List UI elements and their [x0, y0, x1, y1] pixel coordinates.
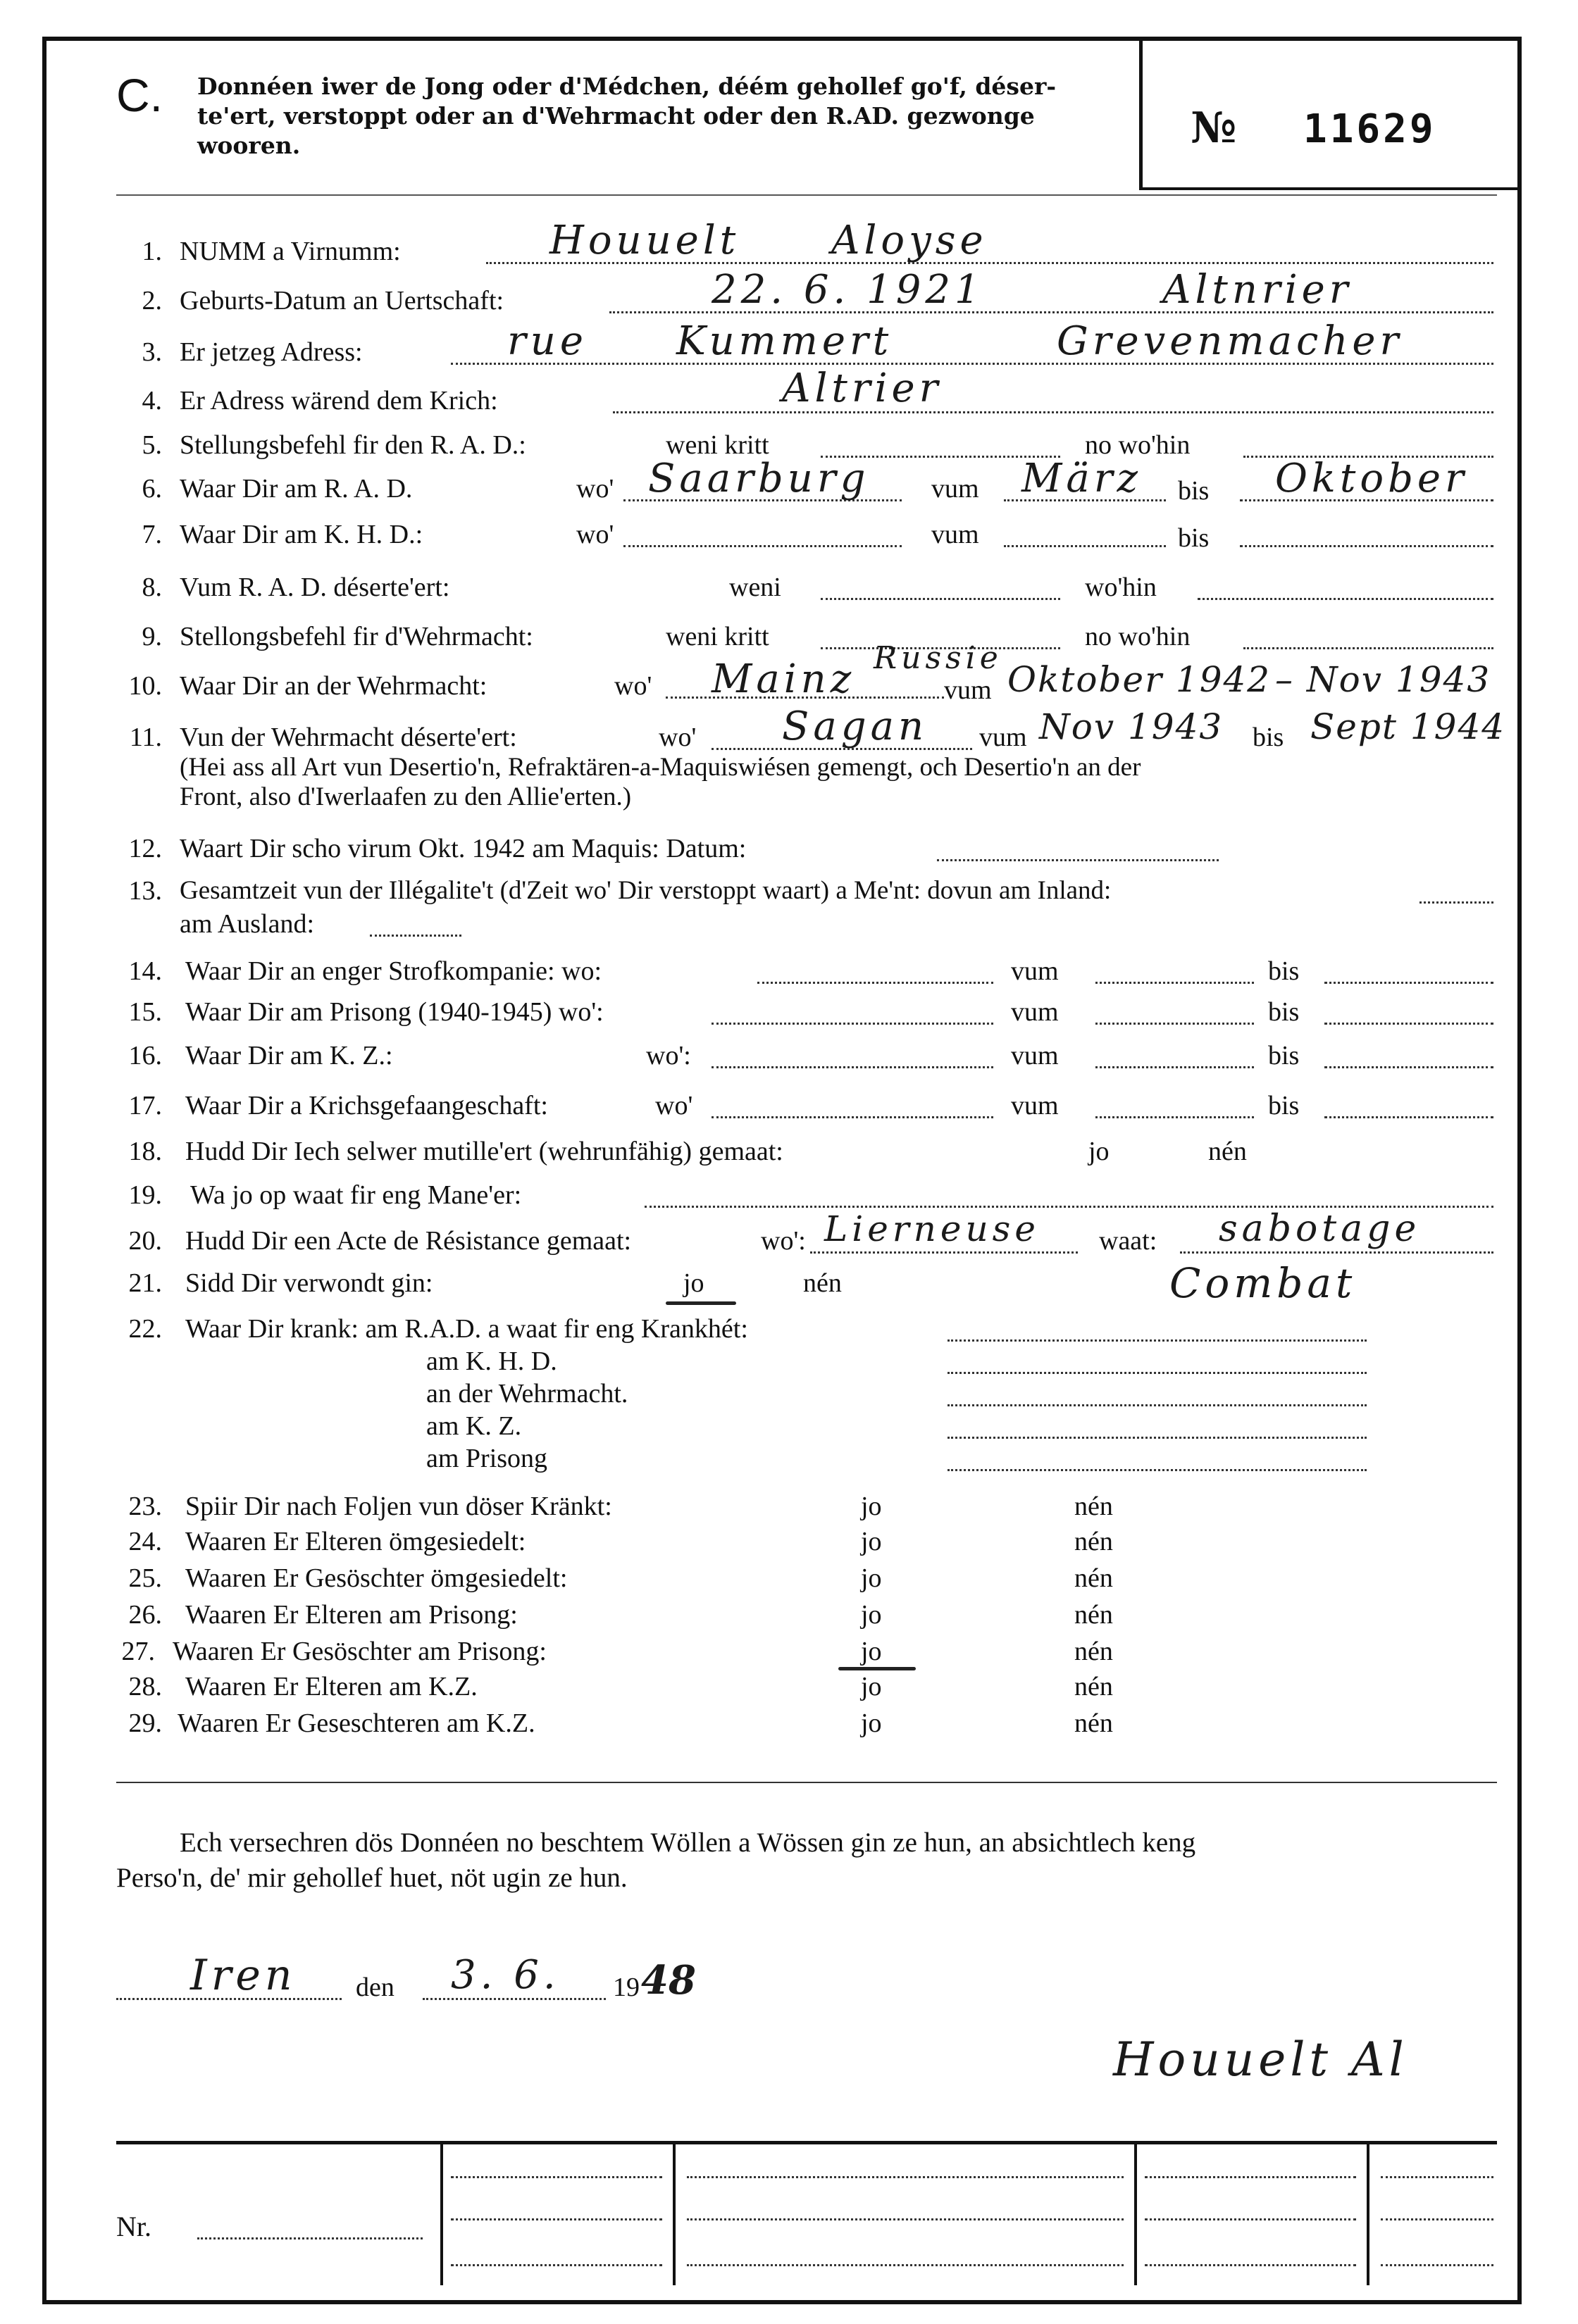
field-line — [1324, 1066, 1493, 1068]
header-line-3: wooren. — [197, 132, 301, 159]
field-label-resistance: Hudd Dir een Acte de Résistance gemaat: — [185, 1226, 632, 1256]
option-jo: jo — [861, 1527, 882, 1556]
field-label-siblings-prison: Waaren Er Gesöschter am Prisong: — [173, 1637, 547, 1666]
label-weni-kritt: weni kritt — [666, 430, 769, 460]
label-bis: bis — [1253, 723, 1284, 752]
handwritten-rad-to: Oktober — [1275, 456, 1468, 501]
item-number: 23. — [128, 1492, 162, 1521]
field-label-wehrmacht: Waar Dir an der Wehrmacht: — [180, 671, 487, 701]
header-underline — [116, 194, 1497, 196]
item-number: 7. — [142, 520, 162, 549]
handwritten-resistance-act: sabotage — [1219, 1208, 1421, 1250]
field-line — [1095, 1066, 1254, 1068]
field-label-rad: Waar Dir am R. A. D. — [180, 474, 413, 504]
field-line — [1095, 1023, 1254, 1025]
label-wo: wo': — [761, 1226, 806, 1256]
field-label-abroad: am Ausland: — [180, 909, 315, 939]
field-label-rad-order: Stellungsbefehl fir den R. A. D.: — [180, 430, 526, 460]
table-cell-line — [1145, 2176, 1356, 2178]
field-label-consequences: Spiir Dir nach Foljen vun döser Kränkt: — [185, 1492, 612, 1521]
section-divider — [116, 1782, 1497, 1783]
item-number: 1. — [142, 237, 162, 266]
field-line — [1004, 545, 1166, 547]
label-weni-kritt: weni kritt — [666, 622, 769, 651]
label-bis: bis — [1268, 1091, 1300, 1120]
selection-underline — [838, 1667, 916, 1670]
handwritten-birthplace: Altnrier — [1162, 267, 1353, 313]
field-line — [948, 1437, 1367, 1439]
field-line — [1324, 982, 1493, 984]
declaration-line-1: Ech versechren dös Donnéen no beschtem Wöllen a Wössen gin ze hun, an absichtlech keng — [180, 1828, 1196, 1858]
field-line — [1324, 1116, 1493, 1118]
item-number: 15. — [128, 997, 162, 1027]
item-number: 10. — [128, 671, 162, 701]
field-line — [948, 1404, 1367, 1406]
form-number: 11629 — [1303, 106, 1436, 152]
table-cell-line — [451, 2264, 662, 2266]
table-col-divider — [1134, 2144, 1137, 2285]
year-prefix: 19 — [613, 1973, 640, 2002]
label-wo: wo' — [614, 671, 652, 701]
label-wo: wo' — [576, 474, 614, 504]
label-vum: vum — [931, 474, 979, 504]
field-label-pow: Waar Dir a Krichsgefaangeschaft: — [185, 1091, 548, 1120]
option-jo: jo — [861, 1563, 882, 1593]
handwritten-resistance-place: Lierneuse — [824, 1208, 1040, 1249]
field-label-maquis: Waart Dir scho virum Okt. 1942 am Maquis: Datum: — [180, 834, 747, 863]
handwritten-date: 3. 6. — [451, 1952, 560, 1998]
field-label-khd: Waar Dir am K. H. D.: — [180, 520, 423, 549]
label-bis: bis — [1268, 997, 1300, 1027]
number-symbol: № — [1191, 104, 1237, 153]
item-number: 13. — [128, 876, 162, 906]
field-label-siblings-resettled: Waaren Er Gesöschter ömgesiedelt: — [185, 1563, 568, 1593]
item-number: 20. — [128, 1226, 162, 1256]
nr-line — [197, 2237, 423, 2239]
table-col-divider — [673, 2144, 676, 2285]
header-bottom-rule — [1139, 187, 1520, 190]
label-no-wohin: no wo'hin — [1085, 622, 1191, 651]
handwritten-wehrmacht-to: – Nov 1943 — [1275, 659, 1491, 700]
label-wo: wo' — [655, 1091, 693, 1120]
handwritten-birthdate: 22. 6. 1921 — [712, 267, 984, 313]
field-label-illegality: Gesamtzeit vun der Illégalite't (d'Zeit wo' Dir verstoppt waart) a Me'nt: dovun am Inland: — [180, 876, 1112, 905]
label-vum: vum — [979, 723, 1027, 752]
label-nr: Nr. — [116, 2211, 151, 2242]
field-line — [1095, 1116, 1254, 1118]
table-cell-line — [1145, 2218, 1356, 2220]
table-cell-line — [1381, 2176, 1493, 2178]
handwritten-desertion-to: Sept 1944 — [1310, 706, 1506, 747]
field-line — [948, 1372, 1367, 1374]
handwritten-wehrmacht-place: Mainz — [712, 656, 856, 702]
field-label-sick-wehrmacht: an der Wehrmacht. — [426, 1379, 628, 1408]
field-line — [1198, 598, 1493, 600]
item-number: 29. — [128, 1708, 162, 1738]
handwritten-rad-from: März — [1021, 456, 1142, 501]
note-line-2: Front, also d'Iwerlaafen zu den Allie'erten.) — [180, 782, 632, 811]
table-top-rule — [116, 2141, 1497, 2144]
field-line — [1243, 647, 1493, 649]
item-number: 16. — [128, 1041, 162, 1070]
label-wo: wo' — [659, 723, 697, 752]
handwritten-desertion-place: Sagan — [782, 704, 928, 749]
handwritten-place: Iren — [190, 1951, 297, 2000]
label-bis: bis — [1268, 956, 1300, 986]
field-label-name: NUMM a Virnumm: — [180, 237, 401, 266]
handwritten-street-prefix: rue — [507, 318, 588, 364]
option-nen: nén — [1074, 1708, 1113, 1738]
field-line — [948, 1339, 1367, 1342]
selection-underline — [666, 1301, 736, 1305]
handwritten-wehrmacht-from: Oktober 1942 — [1007, 659, 1272, 700]
handwritten-name: Houuelt — [549, 218, 740, 263]
item-number: 9. — [142, 622, 162, 651]
date-line — [423, 1998, 606, 2000]
label-bis: bis — [1178, 476, 1210, 506]
field-label-siblings-kz: Waaren Er Geseschteren am K.Z. — [178, 1708, 535, 1738]
handwritten-city: Grevenmacher — [1057, 318, 1403, 364]
field-line — [821, 598, 1060, 600]
field-line — [1095, 982, 1254, 984]
field-label-parents-kz: Waaren Er Elteren am K.Z. — [185, 1672, 478, 1701]
declaration-line-2: Perso'n, de' mir gehollef huet, nöt ugin ze hun. — [116, 1863, 628, 1893]
option-nen: nén — [1074, 1637, 1113, 1666]
table-cell-line — [687, 2218, 1124, 2220]
label-wo: wo' — [576, 520, 614, 549]
field-line — [810, 1251, 1078, 1254]
item-number: 12. — [128, 834, 162, 863]
label-wo: wo': — [646, 1041, 691, 1070]
item-number: 28. — [128, 1672, 162, 1701]
field-line — [1240, 545, 1493, 547]
label-no-wohin: no wo'hin — [1085, 430, 1191, 460]
header-vertical-divider — [1139, 41, 1143, 190]
field-label-self-mutilation: Hudd Dir Iech selwer mutille'ert (wehrunfähig) gemaat: — [185, 1137, 783, 1166]
item-number: 11. — [129, 723, 162, 752]
field-label-sick-khd: am K. H. D. — [426, 1347, 557, 1376]
field-line — [757, 982, 993, 984]
item-number: 21. — [128, 1268, 162, 1298]
table-col-divider — [1367, 2144, 1369, 2285]
field-line — [1419, 901, 1493, 904]
section-letter: C. — [116, 69, 163, 121]
field-label-wounded: Sidd Dir verwondt gin: — [185, 1268, 433, 1298]
option-jo: jo — [861, 1492, 882, 1521]
label-vum: vum — [944, 675, 992, 705]
option-jo: jo — [861, 1600, 882, 1630]
field-line — [712, 1116, 993, 1118]
item-number: 19. — [128, 1180, 162, 1210]
handwritten-wehrmacht-place-2: Russie — [874, 640, 1002, 676]
handwritten-rad-place: Saarburg — [648, 456, 870, 501]
field-label-war-address: Er Adress wärend dem Krich: — [180, 386, 498, 416]
handwritten-desertion-from: Nov 1943 — [1039, 706, 1224, 747]
option-nen: nén — [1208, 1137, 1247, 1166]
table-cell-line — [451, 2176, 662, 2178]
option-nen: nén — [1074, 1672, 1113, 1701]
item-number: 2. — [142, 286, 162, 316]
field-label-wehrmacht-order: Stellongsbefehl fir d'Wehrmacht: — [180, 622, 533, 651]
option-nen: nén — [1074, 1563, 1113, 1593]
label-vum: vum — [931, 520, 979, 549]
table-cell-line — [1145, 2264, 1356, 2266]
item-number: 17. — [128, 1091, 162, 1120]
table-cell-line — [451, 2218, 662, 2220]
item-number: 26. — [128, 1600, 162, 1630]
item-number: 22. — [128, 1314, 162, 1344]
field-label-sick-prison: am Prisong — [426, 1444, 548, 1473]
field-label-kz: Waar Dir am K. Z.: — [185, 1041, 393, 1070]
field-label-sick: Waar Dir krank: am R.A.D. a waat fir eng Krankhét: — [185, 1314, 748, 1344]
field-label-rad-deserted: Vum R. A. D. déserte'ert: — [180, 573, 450, 602]
header-line-2: te'ert, verstoppt oder an d'Wehrmacht oder den R.AD. gezwonge — [197, 102, 1035, 130]
option-nen: nén — [1074, 1492, 1113, 1521]
item-number: 6. — [142, 474, 162, 504]
signature: Houuelt Al — [1113, 2032, 1408, 2087]
item-number: 18. — [128, 1137, 162, 1166]
item-number: 4. — [142, 386, 162, 416]
item-number: 8. — [142, 573, 162, 602]
field-label-parents-prison: Waaren Er Elteren am Prisong: — [185, 1600, 518, 1630]
table-col-divider — [440, 2144, 443, 2285]
field-line — [1324, 1023, 1493, 1025]
option-nen: nén — [803, 1268, 842, 1298]
option-jo-selected: jo — [683, 1268, 704, 1298]
handwritten-war-address: Altrier — [782, 366, 943, 411]
field-line — [937, 859, 1219, 861]
field-label-penal-company: Waar Dir an enger Strofkompanie: wo: — [185, 956, 602, 986]
option-nen: nén — [1074, 1527, 1113, 1556]
table-cell-line — [687, 2264, 1124, 2266]
field-line — [1180, 1251, 1493, 1254]
item-number: 3. — [142, 337, 162, 367]
field-line — [948, 1469, 1367, 1471]
item-number: 5. — [142, 430, 162, 460]
table-cell-line — [1381, 2264, 1493, 2266]
field-label-deserted: Vun der Wehrmacht déserte'ert: — [180, 723, 517, 752]
field-label-parents-resettled: Waaren Er Elteren ömgesiedelt: — [185, 1527, 526, 1556]
handwritten-firstname: Aloyse — [831, 218, 988, 263]
item-number: 24. — [128, 1527, 162, 1556]
label-bis: bis — [1178, 523, 1210, 553]
field-line — [712, 1023, 993, 1025]
item-number: 27. — [121, 1637, 155, 1666]
field-line — [370, 935, 461, 937]
handwritten-year: 48 — [641, 1957, 696, 2004]
field-line — [613, 411, 1493, 413]
item-number: 14. — [128, 956, 162, 986]
option-nen: nén — [1074, 1600, 1113, 1630]
option-jo-selected: jo — [861, 1637, 882, 1666]
field-label-prison: Waar Dir am Prisong (1940-1945) wo': — [185, 997, 604, 1027]
label-wohin: wo'hin — [1085, 573, 1157, 602]
header-line-1: Donnéen iwer de Jong oder d'Médchen, déém gehollef go'f, déser- — [197, 73, 1057, 100]
handwritten-street: Kummert — [676, 318, 893, 364]
label-den: den — [356, 1973, 394, 2002]
option-jo: jo — [861, 1708, 882, 1738]
label-bis: bis — [1268, 1041, 1300, 1070]
label-vum: vum — [1011, 1041, 1059, 1070]
item-number: 25. — [128, 1563, 162, 1593]
option-jo: jo — [1088, 1137, 1110, 1166]
field-label-manner: Wa jo op waat fir eng Mane'er: — [190, 1180, 522, 1210]
field-label-sick-kz: am K. Z. — [426, 1411, 522, 1441]
label-waat: waat: — [1099, 1226, 1157, 1256]
label-vum: vum — [1011, 997, 1059, 1027]
table-cell-line — [1381, 2218, 1493, 2220]
note-line-1: (Hei ass all Art vun Desertio'n, Refraktären-a-Maquiswiésen gemengt, och Desertio'n an der — [180, 753, 1141, 782]
handwritten-combat: Combat — [1169, 1259, 1357, 1307]
label-vum: vum — [1011, 1091, 1059, 1120]
label-vum: vum — [1011, 956, 1059, 986]
label-weni: weni — [729, 573, 781, 602]
field-line — [712, 1066, 993, 1068]
option-jo: jo — [861, 1672, 882, 1701]
field-label-birth: Geburts-Datum an Uertschaft: — [180, 286, 504, 316]
table-cell-line — [687, 2176, 1124, 2178]
field-line — [623, 545, 902, 547]
field-label-address: Er jetzeg Adress: — [180, 337, 363, 367]
